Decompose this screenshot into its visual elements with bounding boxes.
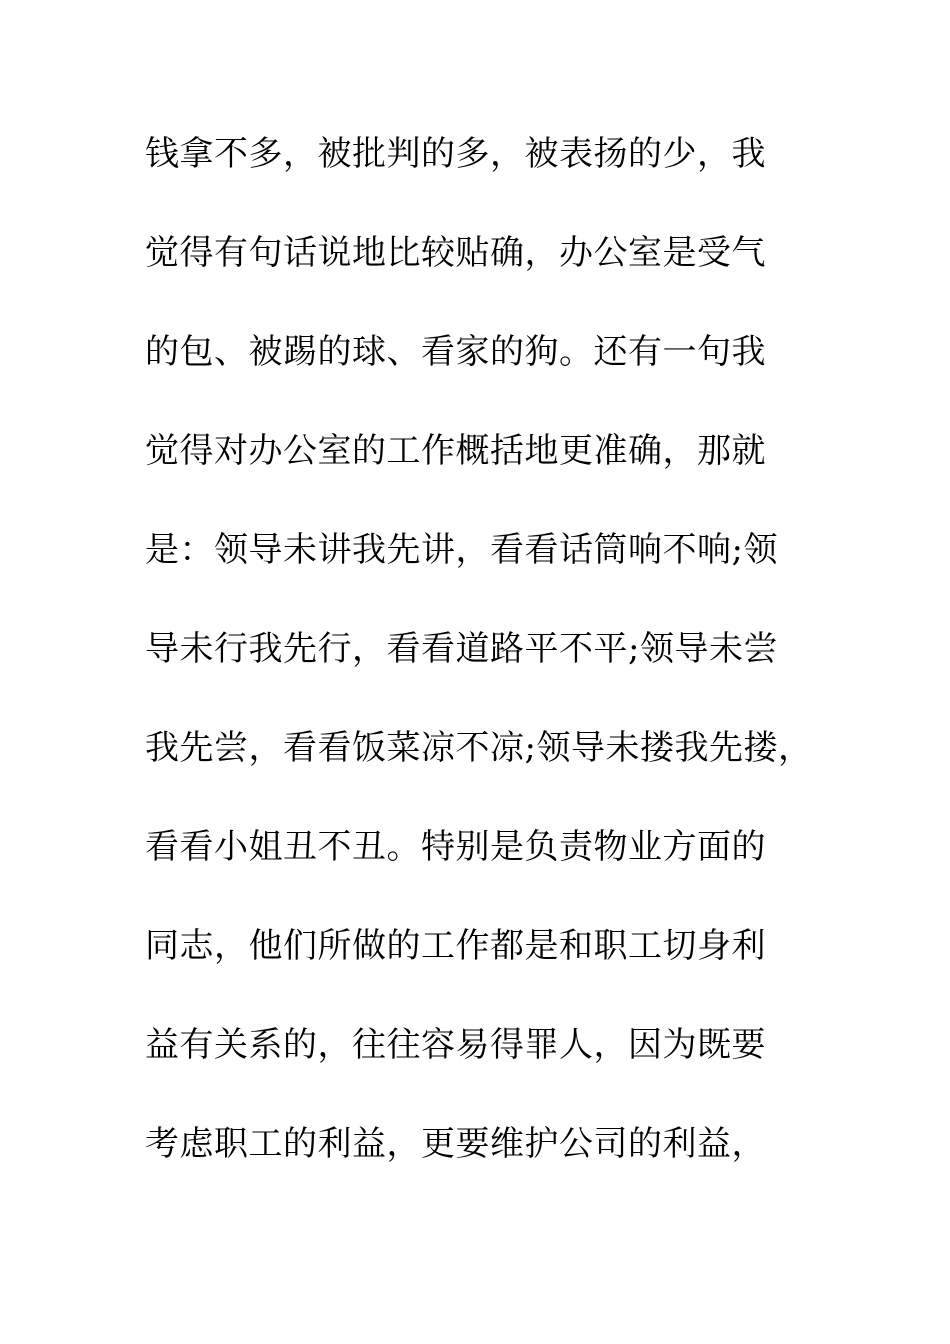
text-line-5: 是：领导未讲我先讲，看看话筒响不响;领 xyxy=(145,530,778,570)
text-line-1: 钱拿不多，被批判的多，被表扬的少，我 xyxy=(145,134,766,174)
text-line-11: 考虑职工的利益，更要维护公司的利益， xyxy=(145,1124,766,1164)
text-line-8: 看看小姐丑不丑。特别是负责物业方面的 xyxy=(145,827,766,867)
text-line-3: 的包、被踢的球、看家的狗。还有一句我 xyxy=(145,332,766,372)
text-line-6: 导未行我先行，看看道路平不平;领导未尝 xyxy=(145,629,778,669)
text-line-7: 我先尝，看看饭菜凉不凉;领导未搂我先搂， xyxy=(145,728,813,768)
text-line-2: 觉得有句话说地比较贴确，办公室是受气 xyxy=(145,233,766,273)
body-text xyxy=(145,125,825,1214)
text-line-9: 同志，他们所做的工作都是和职工切身利 xyxy=(145,926,766,966)
text-line-4: 觉得对办公室的工作概括地更准确，那就 xyxy=(145,431,766,471)
text-line-10: 益有关系的，往往容易得罪人，因为既要 xyxy=(145,1025,766,1065)
